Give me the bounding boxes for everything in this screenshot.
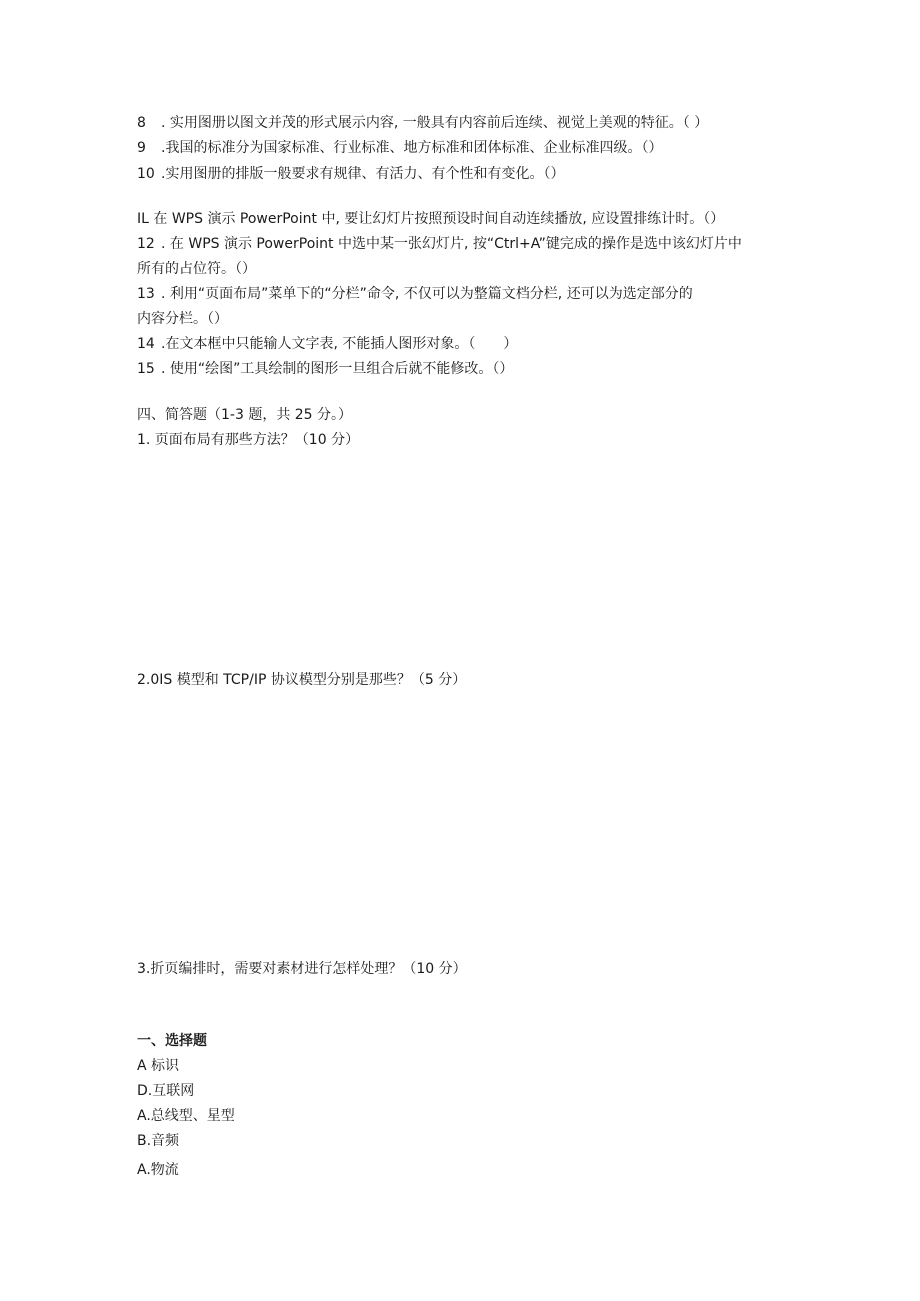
question-number: 12 xyxy=(137,236,155,252)
question-text: .实用图册的排版一般要求有规律、有活力、有个性和有变化。（） xyxy=(161,166,565,182)
question-text: .在文本框中只能输人文字表, 不能插人图形对象。（ ） xyxy=(161,336,518,352)
question-14 xyxy=(137,334,517,354)
answer-item: A.总线型、星型 xyxy=(137,1108,235,1124)
question-number: 13 xyxy=(137,286,155,302)
section-heading: 四、简答题（1-3 题，共 25 分。） xyxy=(137,407,353,423)
short-question-3: 3.折页编排时，需要对素材进行怎样处理？（10 分） xyxy=(137,961,467,977)
question-text: . 实用图册以图文并茂的形式展示内容, 一般具有内容前后连续、视觉上美观的特征。（ ） xyxy=(161,115,709,131)
question-10 xyxy=(137,164,564,184)
question-number: 9 xyxy=(137,140,146,156)
question-text: . 使用“绘图”工具绘制的图形一旦组合后就不能修改。（） xyxy=(161,361,514,377)
short-question-2: 2.0IS 模型和 TCP/IP 协议模型分别是那些？（5 分） xyxy=(137,672,467,688)
short-question-1: 1. 页面布局有那些方法？（10 分） xyxy=(137,432,360,448)
question-number: 8 xyxy=(137,115,146,131)
question-11 xyxy=(137,209,724,229)
question-number: 14 xyxy=(137,336,155,352)
question-text: 内容分栏。（） xyxy=(137,311,228,327)
question-text: . 利用“页面布局”菜单下的“分栏”命令, 不仅可以为整篇文档分栏, 还可以为选定部分的 xyxy=(161,286,693,302)
answer-heading: 一、选择题 xyxy=(137,1033,207,1049)
question-12-continued xyxy=(137,259,256,279)
question-12 xyxy=(137,234,742,254)
answer-item: A 标识 xyxy=(137,1058,180,1074)
question-number: 15 xyxy=(137,361,155,377)
question-text: .我国的标准分为国家标准、行业标准、地方标准和团体标准、企业标准四级。（） xyxy=(161,140,663,156)
question-number: IL xyxy=(137,211,149,227)
answer-item: D.互联网 xyxy=(137,1083,195,1099)
answer-item: A.物流 xyxy=(137,1162,179,1178)
question-text: 所有的占位符。（） xyxy=(137,261,256,277)
question-9 xyxy=(137,138,662,158)
answer-item: B.音频 xyxy=(137,1133,180,1149)
question-13 xyxy=(137,284,693,304)
question-text: 在 WPS 演示 PowerPoint 中, 要让幻灯片按照预设时间自动连续播放, 应设置排练计时。（） xyxy=(153,211,725,227)
question-text: . 在 WPS 演示 PowerPoint 中选中某一张幻灯片, 按“Ctrl+A”键完成的操作是选中该幻灯片中 xyxy=(161,236,742,252)
question-15 xyxy=(137,359,513,379)
question-8 xyxy=(137,113,708,133)
question-number: 10 xyxy=(137,166,155,182)
question-13-continued xyxy=(137,309,228,329)
